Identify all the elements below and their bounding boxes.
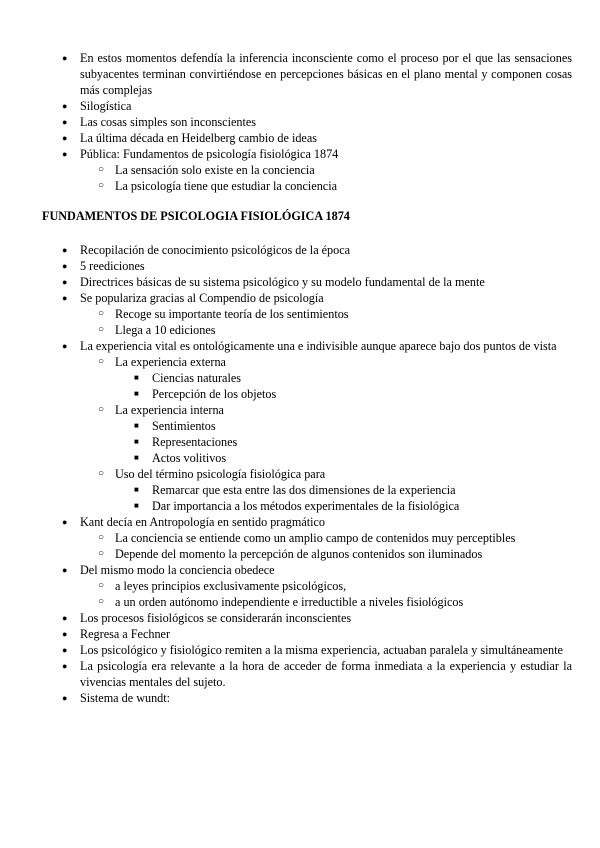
bullet-icon: ● bbox=[62, 517, 68, 527]
bullet-icon: ○ bbox=[98, 356, 105, 367]
list-item-text: Sistema de wundt: bbox=[80, 691, 171, 705]
list-item bbox=[0, 482, 600, 498]
list-item-text: Depende del momento la percepción de algunos contenidos son iluminados bbox=[115, 547, 483, 561]
bullet-icon: ● bbox=[62, 629, 68, 639]
bullet-icon: ○ bbox=[98, 580, 105, 591]
list-item-text: Directrices básicas de su sistema psicológico y su modelo fundamental de la mente bbox=[80, 275, 485, 289]
bullet-icon: ● bbox=[62, 149, 68, 159]
list-item bbox=[0, 370, 600, 386]
bullet-icon: ○ bbox=[98, 180, 105, 191]
bullet-icon: ● bbox=[62, 613, 68, 623]
list-item bbox=[0, 450, 600, 466]
list-item bbox=[0, 338, 600, 354]
list-item bbox=[0, 386, 600, 402]
list-item-text: En estos momentos defendía la inferencia inconsciente como el proceso por el que las sensaciones subyacentes terminan convirtiéndose en percepciones básicas en el plano mental y componen cosas más complejas bbox=[80, 51, 572, 97]
section-heading: FUNDAMENTOS DE PSICOLOGIA FISIOLÓGICA 1874 bbox=[42, 209, 350, 223]
bullet-icon: ■ bbox=[134, 485, 139, 494]
list-item-text: Sentimientos bbox=[152, 419, 216, 433]
bullet-icon: ● bbox=[62, 133, 68, 143]
list-item bbox=[0, 98, 600, 114]
bullet-icon: ■ bbox=[134, 389, 139, 398]
list-item-text: La experiencia externa bbox=[115, 355, 226, 369]
list-item-text: Percepción de los objetos bbox=[152, 387, 277, 401]
bullet-icon: ● bbox=[62, 645, 68, 655]
list-item-text: Los psicológico y fisiológico remiten a la misma experiencia, actuaban paralela y simultáneamente bbox=[80, 643, 563, 657]
list-item-text: Actos volitivos bbox=[152, 451, 227, 465]
list-item bbox=[0, 530, 600, 546]
list-item bbox=[0, 178, 600, 194]
list-item bbox=[0, 466, 600, 482]
list-item-text: La experiencia interna bbox=[115, 403, 224, 417]
bullet-icon: ○ bbox=[98, 308, 105, 319]
list-item bbox=[0, 610, 600, 626]
list-item-text: Regresa a Fechner bbox=[80, 627, 171, 641]
list-item-text: Las cosas simples son inconscientes bbox=[80, 115, 257, 129]
bullet-icon: ● bbox=[62, 53, 68, 63]
list-item bbox=[0, 274, 600, 290]
list-item bbox=[0, 434, 600, 450]
list-item bbox=[0, 498, 600, 514]
list-item bbox=[0, 514, 600, 530]
list-item-text: Remarcar que esta entre las dos dimensiones de la experiencia bbox=[152, 483, 456, 497]
list-item bbox=[0, 642, 600, 658]
bullet-icon: ● bbox=[62, 261, 68, 271]
list-item-text: Los procesos fisiológicos se considerarán inconscientes bbox=[80, 611, 352, 625]
bullet-icon: ○ bbox=[98, 548, 105, 559]
list-item bbox=[0, 562, 600, 578]
list-item bbox=[0, 626, 600, 642]
bullet-icon: ■ bbox=[134, 501, 139, 510]
bullet-icon: ■ bbox=[134, 453, 139, 462]
list-item-text: Del mismo modo la conciencia obedece bbox=[80, 563, 275, 577]
list-item-text: Se populariza gracias al Compendio de psicología bbox=[80, 291, 324, 305]
list-item bbox=[0, 306, 600, 322]
list-item-text: Dar importancia a los métodos experimentales de la fisiológica bbox=[152, 499, 460, 513]
list-item bbox=[0, 162, 600, 178]
bullet-icon: ○ bbox=[98, 164, 105, 175]
list-item-text: Kant decía en Antropología en sentido pragmático bbox=[80, 515, 326, 529]
list-item-text: La última década en Heidelberg cambio de ideas bbox=[80, 131, 317, 145]
list-item bbox=[0, 578, 600, 594]
list-item-text: La psicología tiene que estudiar la conciencia bbox=[115, 179, 337, 193]
notes-list-1 bbox=[0, 50, 600, 194]
bullet-icon: ○ bbox=[98, 404, 105, 415]
bullet-icon: ■ bbox=[134, 373, 139, 382]
list-item-text: La conciencia se entiende como un amplio campo de contenidos muy perceptibles bbox=[115, 531, 516, 545]
bullet-icon: ● bbox=[62, 661, 68, 671]
list-item-text: Llega a 10 ediciones bbox=[115, 323, 216, 337]
bullet-icon: ● bbox=[62, 101, 68, 111]
list-item bbox=[0, 690, 600, 706]
list-item-text: La psicología era relevante a la hora de acceder de forma inmediata a la experiencia y estudiar la vivencias mentales del sujeto. bbox=[80, 659, 572, 689]
list-item bbox=[0, 418, 600, 434]
bullet-icon: ■ bbox=[134, 421, 139, 430]
list-item bbox=[0, 114, 600, 130]
list-item-text: Silogística bbox=[80, 99, 132, 113]
list-item bbox=[0, 658, 600, 690]
bullet-icon: ● bbox=[62, 277, 68, 287]
list-item bbox=[0, 354, 600, 370]
list-item-text: La sensación solo existe en la conciencia bbox=[115, 163, 315, 177]
list-item-text: a leyes principios exclusivamente psicológicos, bbox=[115, 579, 347, 593]
list-item-text: Uso del término psicología fisiológica para bbox=[115, 467, 326, 481]
bullet-icon: ○ bbox=[98, 468, 105, 479]
list-item-text: Representaciones bbox=[152, 435, 238, 449]
list-item-text: Pública: Fundamentos de psicología fisiológica 1874 bbox=[80, 147, 339, 161]
bullet-icon: ○ bbox=[98, 532, 105, 543]
list-item bbox=[0, 402, 600, 418]
list-item bbox=[0, 594, 600, 610]
list-item bbox=[0, 546, 600, 562]
list-item bbox=[0, 130, 600, 146]
list-item-text: a un orden autónomo independiente e irreductible a niveles fisiológicos bbox=[115, 595, 464, 609]
bullet-icon: ● bbox=[62, 565, 68, 575]
bullet-icon: ● bbox=[62, 341, 68, 351]
list-item bbox=[0, 50, 600, 98]
bullet-icon: ● bbox=[62, 293, 68, 303]
list-item bbox=[0, 242, 600, 258]
bullet-icon: ■ bbox=[134, 437, 139, 446]
notes-list-2 bbox=[0, 242, 600, 706]
list-item bbox=[0, 290, 600, 306]
list-item bbox=[0, 146, 600, 162]
list-item-text: La experiencia vital es ontológicamente una e indivisible aunque aparece bajo dos puntos de vista bbox=[80, 339, 557, 353]
list-item-text: Ciencias naturales bbox=[152, 371, 242, 385]
bullet-icon: ● bbox=[62, 693, 68, 703]
bullet-icon: ○ bbox=[98, 596, 105, 607]
list-item bbox=[0, 258, 600, 274]
list-item-text: 5 reediciones bbox=[80, 259, 145, 273]
bullet-icon: ● bbox=[62, 245, 68, 255]
bullet-icon: ● bbox=[62, 117, 68, 127]
list-item bbox=[0, 322, 600, 338]
bullet-icon: ○ bbox=[98, 324, 105, 335]
list-item-text: Recoge su importante teoría de los sentimientos bbox=[115, 307, 349, 321]
list-item-text: Recopilación de conocimiento psicológicos de la época bbox=[80, 243, 351, 257]
